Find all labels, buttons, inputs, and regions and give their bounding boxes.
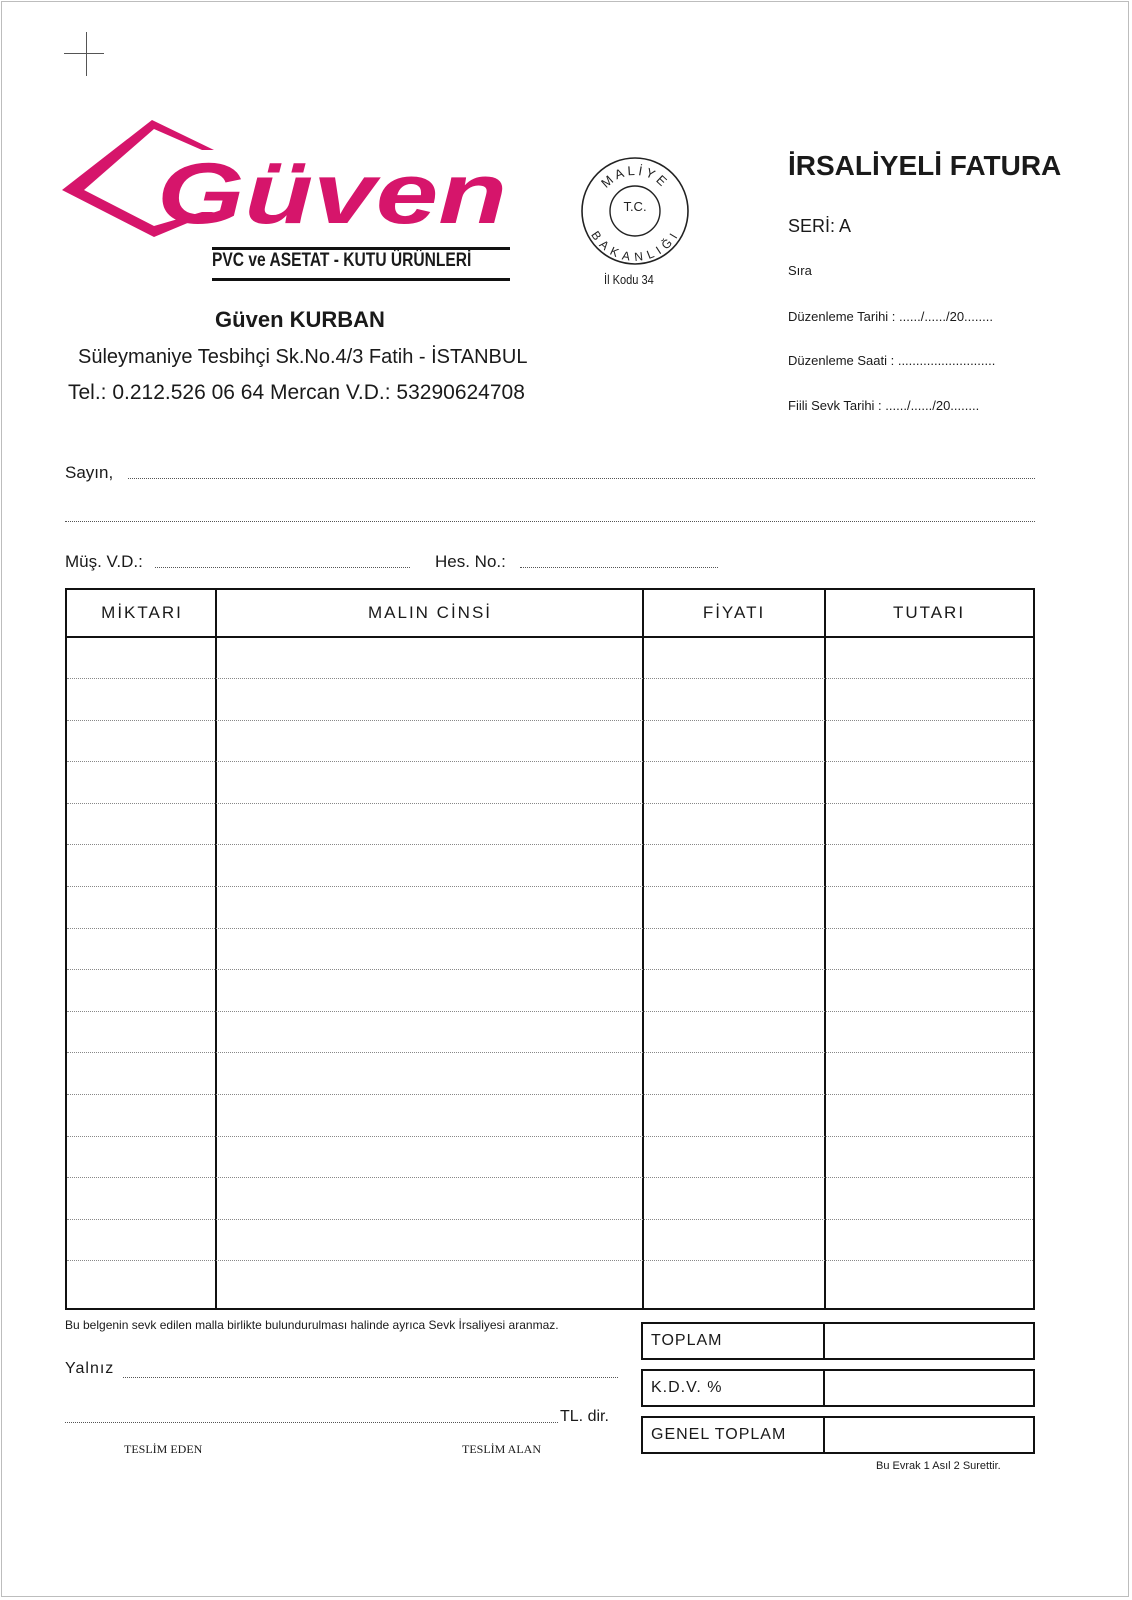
table-row-rule <box>67 886 1033 887</box>
account-no-label: Hes. No.: <box>435 552 506 571</box>
series-label: SERİ: A <box>788 216 852 236</box>
grand-total-divider <box>823 1418 825 1452</box>
customer-tax-office-label: Müş. V.D.: <box>65 552 143 571</box>
amount-in-words-line[interactable] <box>123 1377 618 1378</box>
vat-divider <box>823 1371 825 1405</box>
ministry-seal <box>580 156 690 266</box>
table-row-rule <box>67 969 1033 970</box>
table-row-rule <box>67 1094 1033 1095</box>
table-row-rule <box>67 761 1033 762</box>
table-row-rule <box>67 720 1033 721</box>
table-row-rule <box>67 1136 1033 1137</box>
table-row-rule <box>67 1177 1033 1178</box>
shipment-date-field[interactable]: Fiili Sevk Tarihi : ....../....../20........ <box>788 398 980 413</box>
seal-center-text: T.C. <box>623 199 647 214</box>
subtotal-label: TOPLAM <box>651 1332 723 1349</box>
company-phone-tax: Tel.: 0.212.526 06 64 Mercan V.D.: 53290624708 <box>68 381 525 404</box>
sequence-label: Sıra <box>788 263 812 278</box>
logo-wordmark: Güven <box>157 146 507 240</box>
seal-city-code: İl Kodu 34 <box>604 272 654 287</box>
column-divider <box>642 590 644 1308</box>
copies-note: Bu Evrak 1 Asıl 2 Surettir. <box>876 1460 1001 1472</box>
crop-mark-vertical <box>86 32 87 76</box>
recipient-label: Sayın, <box>65 463 114 482</box>
col-price: FİYATI <box>702 603 766 622</box>
vat-label: K.D.V. % <box>651 1379 723 1396</box>
items-table <box>65 588 1035 1310</box>
subtotal-divider <box>823 1324 825 1358</box>
issue-time-field[interactable]: Düzenleme Saati : ........................... <box>788 353 996 368</box>
issue-date-field[interactable]: Düzenleme Tarihi : ....../....../20........ <box>788 309 993 324</box>
table-row-rule <box>67 678 1033 679</box>
table-row-rule <box>67 803 1033 804</box>
svg-text:BAKANLIĞI <box>588 228 682 264</box>
col-quantity: MİKTARI <box>101 603 183 622</box>
table-row-rule <box>67 1260 1033 1261</box>
table-header <box>67 590 1033 638</box>
table-row-rule <box>67 1011 1033 1012</box>
table-row-rule <box>67 1052 1033 1053</box>
account-no-line[interactable] <box>520 567 718 568</box>
seal-top-text: MALİYE <box>598 162 673 191</box>
column-divider <box>215 590 217 1308</box>
document-title: İRSALİYELİ FATURA <box>788 150 1062 181</box>
received-by-label: TESLİM ALAN <box>462 1442 541 1456</box>
table-row-rule <box>67 844 1033 845</box>
grand-total-label: GENEL TOPLAM <box>651 1426 787 1443</box>
amount-in-words-line-2[interactable] <box>65 1422 558 1423</box>
grand-total-box[interactable] <box>641 1416 1035 1454</box>
amount-in-words-label: Yalnız <box>65 1360 115 1377</box>
waybill-note: Bu belgenin sevk edilen malla birlikte bulundurulması halinde ayrıca Sevk İrsaliyesi aranmaz. <box>65 1318 559 1332</box>
company-address: Süleymaniye Tesbihçi Sk.No.4/3 Fatih - İSTANBUL <box>78 346 528 368</box>
tagline-rule-bottom <box>212 278 510 281</box>
guven-logo <box>62 120 512 240</box>
table-row-rule <box>67 1219 1033 1220</box>
col-amount: TUTARI <box>892 603 966 622</box>
col-description: MALIN CİNSİ <box>367 603 493 622</box>
seal-bottom-text: BAKANLIĞI <box>588 228 682 265</box>
table-row-rule <box>67 928 1033 929</box>
recipient-line-2[interactable] <box>65 521 1035 522</box>
currency-suffix: TL. dir. <box>560 1408 609 1425</box>
company-tagline: PVC ve ASETAT - KUTU ÜRÜNLERİ <box>212 250 472 271</box>
crop-mark-horizontal <box>64 53 104 54</box>
delivered-by-label: TESLİM EDEN <box>124 1442 203 1456</box>
customer-tax-office-line[interactable] <box>155 567 410 568</box>
column-divider <box>824 590 826 1308</box>
recipient-line[interactable] <box>128 478 1035 479</box>
subtotal-box[interactable] <box>641 1322 1035 1360</box>
vat-box[interactable] <box>641 1369 1035 1407</box>
company-name: Güven KURBAN <box>215 307 385 332</box>
